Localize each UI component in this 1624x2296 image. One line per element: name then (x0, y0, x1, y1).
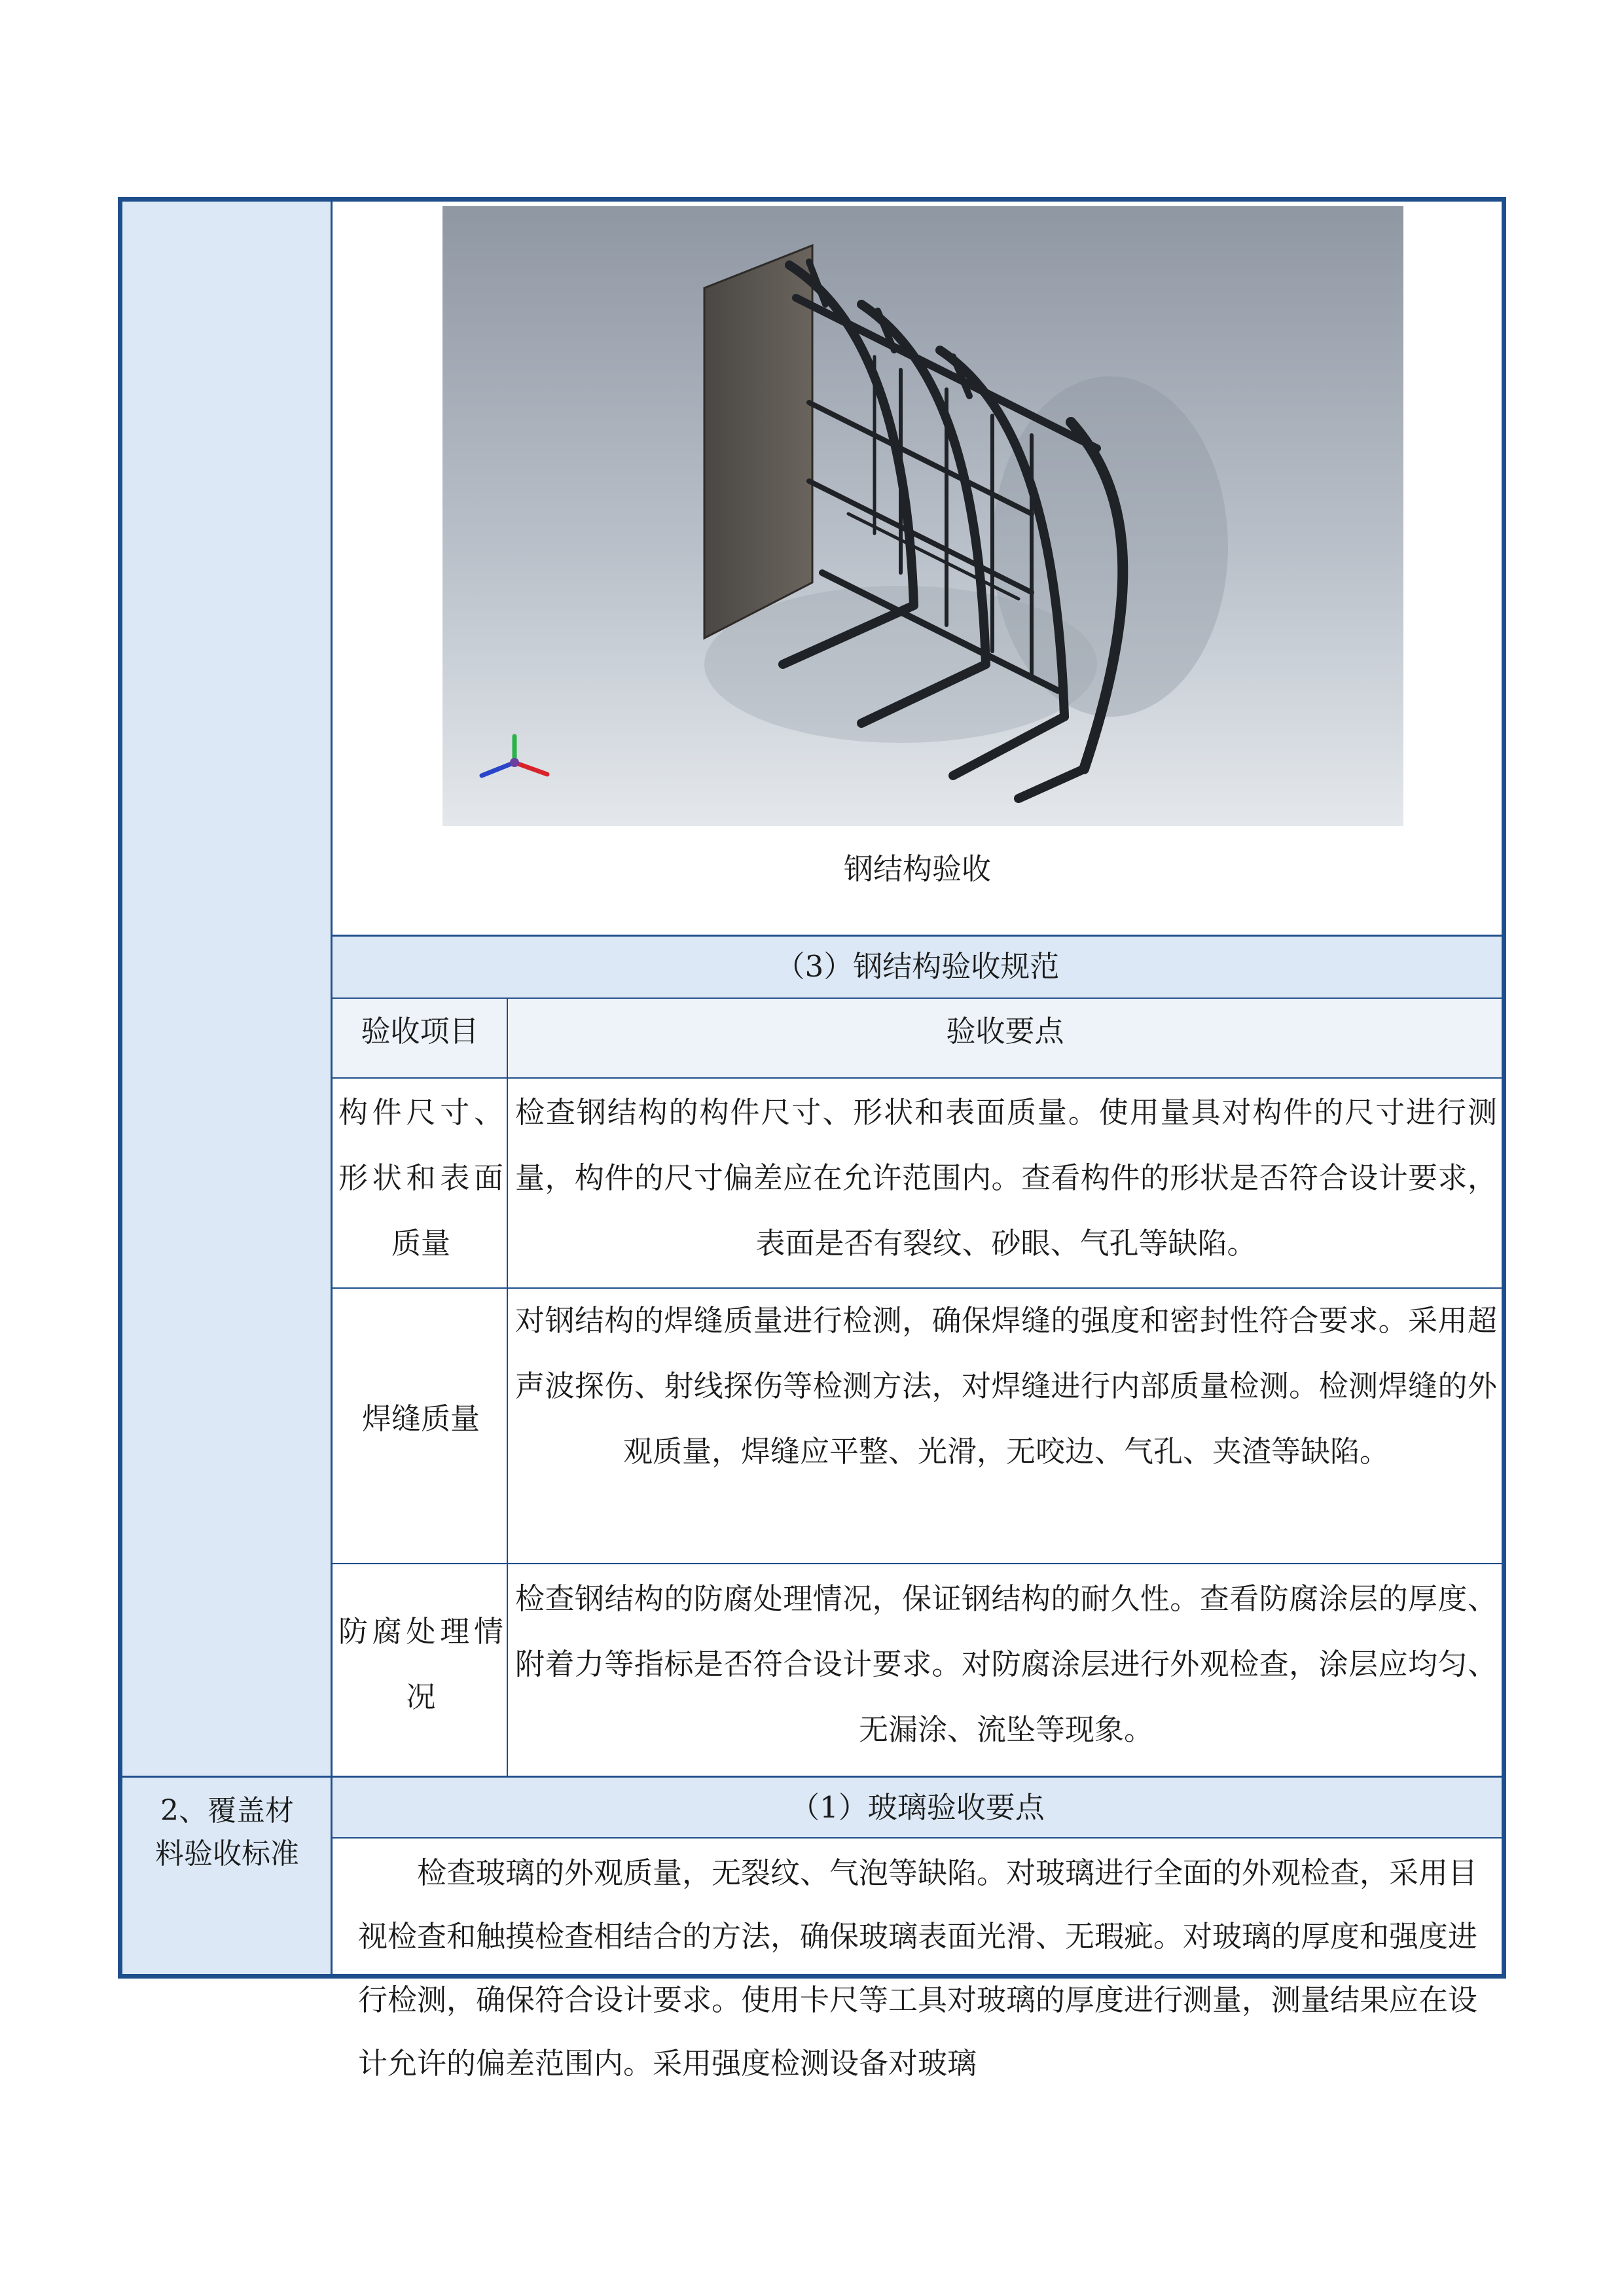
row-item-dimensions: 构件尺寸、形状和表面质量 (338, 1095, 503, 1261)
divider-below-glass-heading (333, 1837, 1502, 1839)
row-points-dimensions: 检查钢结构的构件尺寸、形状和表面质量。使用量具对构件的尺寸进行测量，构件的尺寸偏差应在允许范围内。查看构件的形状是否符合设计要求，表面是否有裂纹、砂眼、气孔等缺陷。 (515, 1095, 1497, 1261)
figure-cell (333, 202, 1502, 935)
row-item-welds: 焊缝质量 (361, 1401, 480, 1436)
left-cell-upper (122, 202, 331, 1776)
row-item-anticorrosion: 防腐处理情况 (338, 1614, 503, 1714)
glass-paragraph: 检查玻璃的外观质量，无裂纹、气泡等缺陷。对玻璃进行全面的外观检查，采用目视检查和触摸检查相结合的方法，确保玻璃表面光滑、无瑕疵。对玻璃的厚度和强度进行检测，确保符合设计要求。使用卡尺等工具对玻璃的厚度进行测量，测量结果应在设计允许的偏差范围内。采用强度检测设备对玻璃 (358, 1856, 1478, 2081)
col-header-points: 验收要点 (509, 999, 1502, 1078)
col-header-item: 验收项目 (333, 999, 507, 1078)
divider-left-column (331, 202, 333, 1974)
glass-section-heading: （1）玻璃验收要点 (333, 1778, 1502, 1837)
divider-below-figure (333, 935, 1502, 937)
figure-caption: 钢结构验收 (843, 852, 991, 886)
steel-structure-render (442, 206, 1403, 826)
steel-section-heading: （3）钢结构验收规范 (333, 937, 1502, 997)
row-points-welds: 对钢结构的焊缝质量进行检测，确保焊缝的强度和密封性符合要求。采用超声波探伤、射线探伤等检测方法，对焊缝进行内部质量检测。检测焊缝的外观质量，焊缝应平整、光滑，无咬边、气孔、夹渣等缺陷。 (515, 1303, 1497, 1469)
cover-materials-label: 2、覆盖材料验收标准 (155, 1794, 299, 1871)
document-table (118, 197, 1506, 2081)
divider-section-2 (122, 1776, 1502, 1778)
divider-item-points (507, 997, 508, 1776)
row-points-anticorrosion: 检查钢结构的防腐处理情况，保证钢结构的耐久性。查看防腐涂层的厚度、附着力等指标是否符合设计要求。对防腐涂层进行外观检查，涂层应均匀、无漏涂、流坠等现象。 (515, 1581, 1497, 1747)
left-cell-cover-materials (122, 1776, 331, 1974)
